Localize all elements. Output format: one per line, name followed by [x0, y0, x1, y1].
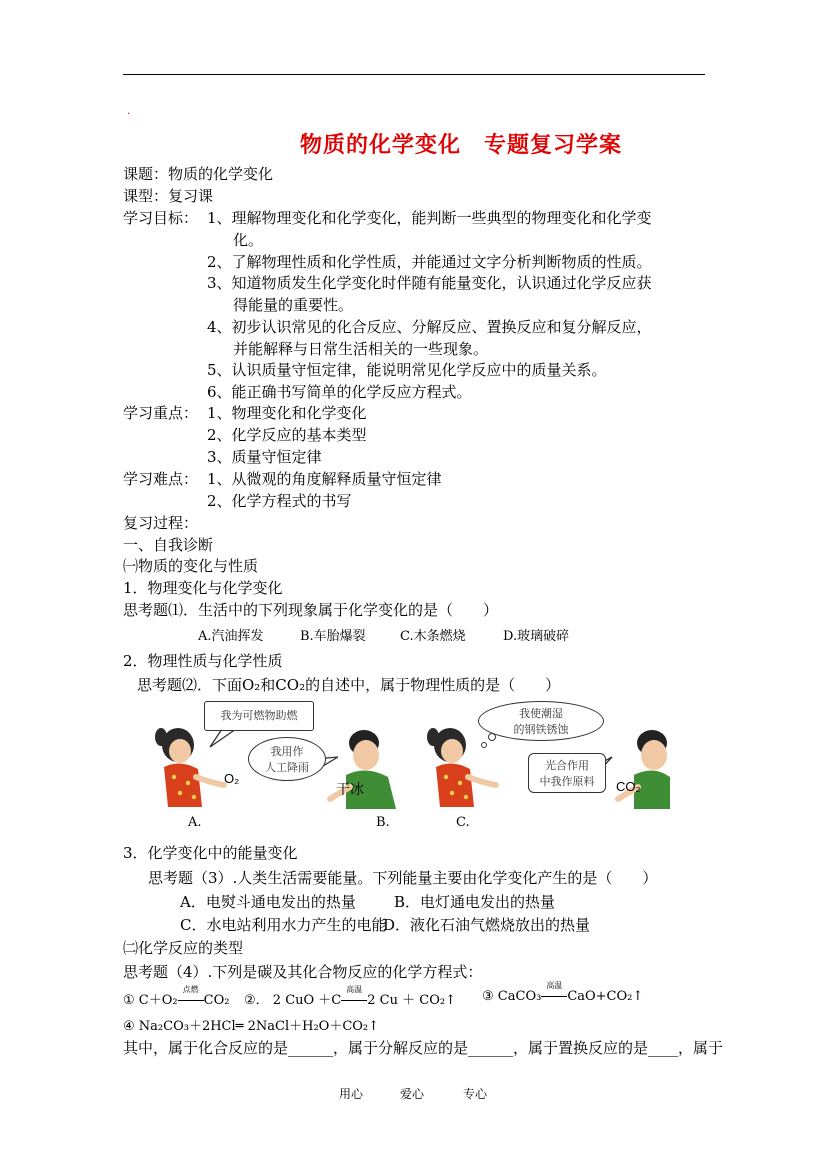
subsection-heading: ㈠物质的变化与性质: [123, 557, 259, 575]
option-b: B．电灯通电发出的热量: [394, 893, 556, 911]
equation-4: ④ Na₂CO₃＋2HCl═ 2NaCl＋H₂O＋CO₂↑: [123, 1019, 380, 1034]
option-d: D．液化石油气燃烧放出的热量: [383, 916, 591, 934]
goals-label: 学习目标：: [123, 209, 199, 227]
question-title: 3．化学变化中的能量变化: [123, 844, 298, 862]
question: 思考题⑴．生活中的下列现象属于化学变化的是（ ）: [123, 601, 499, 619]
option-b: B.车胎爆裂: [300, 629, 366, 644]
lesson-type: 课型：复习课: [123, 187, 214, 205]
goal-line: 6、能正确书写简单的化学反应方程式。: [207, 383, 472, 401]
question: 思考题⑵．下面O₂和CO₂的自述中，属于物理性质的是（ ）: [137, 676, 561, 694]
girl-icon-a: [155, 728, 224, 807]
focus-item: 1、物理变化和化学变化: [207, 404, 367, 422]
goal-line: 得能量的重要性。: [233, 296, 354, 314]
question: 思考题（3）.人类生活需要能量。下列能量主要由化学变化产生的是（ ）: [148, 869, 658, 887]
question-tail: 其中，属于化合反应的是______，属于分解反应的是______，属于置换反应的是____，属于: [123, 1039, 724, 1057]
option-a: A．电熨斗通电发出的热量: [180, 893, 356, 911]
question: 思考题（4）.下列是碳及其化合物反应的化学方程式：: [123, 963, 483, 981]
figure-label-b: B.: [376, 815, 390, 830]
o2-label: O₂: [224, 771, 240, 786]
focus-item: 3、质量守恒定律: [207, 448, 322, 466]
difficulty-item: 2、化学方程式的书写: [207, 492, 352, 510]
goal-line: 2、了解物理性质和化学性质，并能通过文字分析判断物质的性质。: [207, 253, 652, 271]
goal-line: 3、知道物质发生化学变化时伴随有能量变化，认识通过化学反应获: [207, 274, 652, 292]
header-rule: [123, 74, 705, 75]
girl-icon-c: [427, 728, 496, 807]
goal-line: 4、初步认识常见的化合反应、分解反应、置换反应和复分解反应，: [207, 318, 652, 336]
focus-label: 学习重点：: [123, 404, 199, 422]
speech-bubble: 光合作用 中我作原料: [528, 753, 606, 793]
difficulty-item: 1、从微观的角度解释质量守恒定律: [207, 470, 442, 488]
figure-label-c: C.: [456, 815, 470, 830]
speech-bubble: 我为可燃物助燃: [204, 701, 314, 731]
figure-o2-co2: [150, 697, 670, 837]
footer-text: 用心: [339, 1087, 364, 1101]
dry-ice-label: 干冰: [336, 782, 364, 798]
page-title: 物质的化学变化 专题复习学案: [300, 132, 623, 158]
question-title: 1．物理变化与化学变化: [123, 579, 283, 597]
footer-text: 专心: [463, 1087, 488, 1101]
option-a: A.汽油挥发: [198, 629, 264, 644]
difficulty-label: 学习难点：: [123, 470, 199, 488]
equation-1: ① C＋O₂ 点燃 CO₂: [123, 985, 230, 1008]
boy-icon-d: [618, 730, 670, 809]
subsection-heading: ㈡化学反应的类型: [123, 939, 244, 957]
goal-line: 5、认识质量守恒定律，能说明常见化学反应中的质量关系。: [207, 361, 607, 379]
question-title: 2．物理性质与化学性质: [123, 652, 283, 670]
goal-line: 并能解释与日常生活相关的一些现象。: [233, 340, 489, 358]
equation-3: ③ CaCO₃ 高温 CaO+CO₂↑: [482, 981, 644, 1004]
speech-bubble: 我使潮湿 的钢铁锈蚀: [478, 701, 604, 741]
equation-2: ②． 2 CuO ＋C 高温 2 Cu ＋ CO₂↑: [244, 985, 456, 1008]
co2-label: CO₂: [616, 779, 641, 794]
goal-line: 化。: [233, 231, 264, 249]
header-dot: .: [127, 106, 131, 117]
figure-label-a: A.: [188, 815, 202, 830]
section-heading: 一、自我诊断: [123, 536, 214, 554]
goal-line: 1、理解物理变化和化学变化，能判断一些典型的物理变化和化学变: [207, 209, 652, 227]
footer-text: 爱心: [400, 1087, 425, 1101]
option-c: C．水电站利用水力产生的电能: [180, 916, 387, 934]
process-heading: 复习过程：: [123, 514, 199, 532]
speech-bubble: 我用作 人工降雨: [248, 737, 326, 781]
focus-item: 2、化学反应的基本类型: [207, 426, 367, 444]
option-c: C.木条燃烧: [400, 629, 466, 644]
topic: 课题：物质的化学变化: [123, 165, 274, 183]
option-d: D.玻璃破碎: [503, 629, 570, 644]
